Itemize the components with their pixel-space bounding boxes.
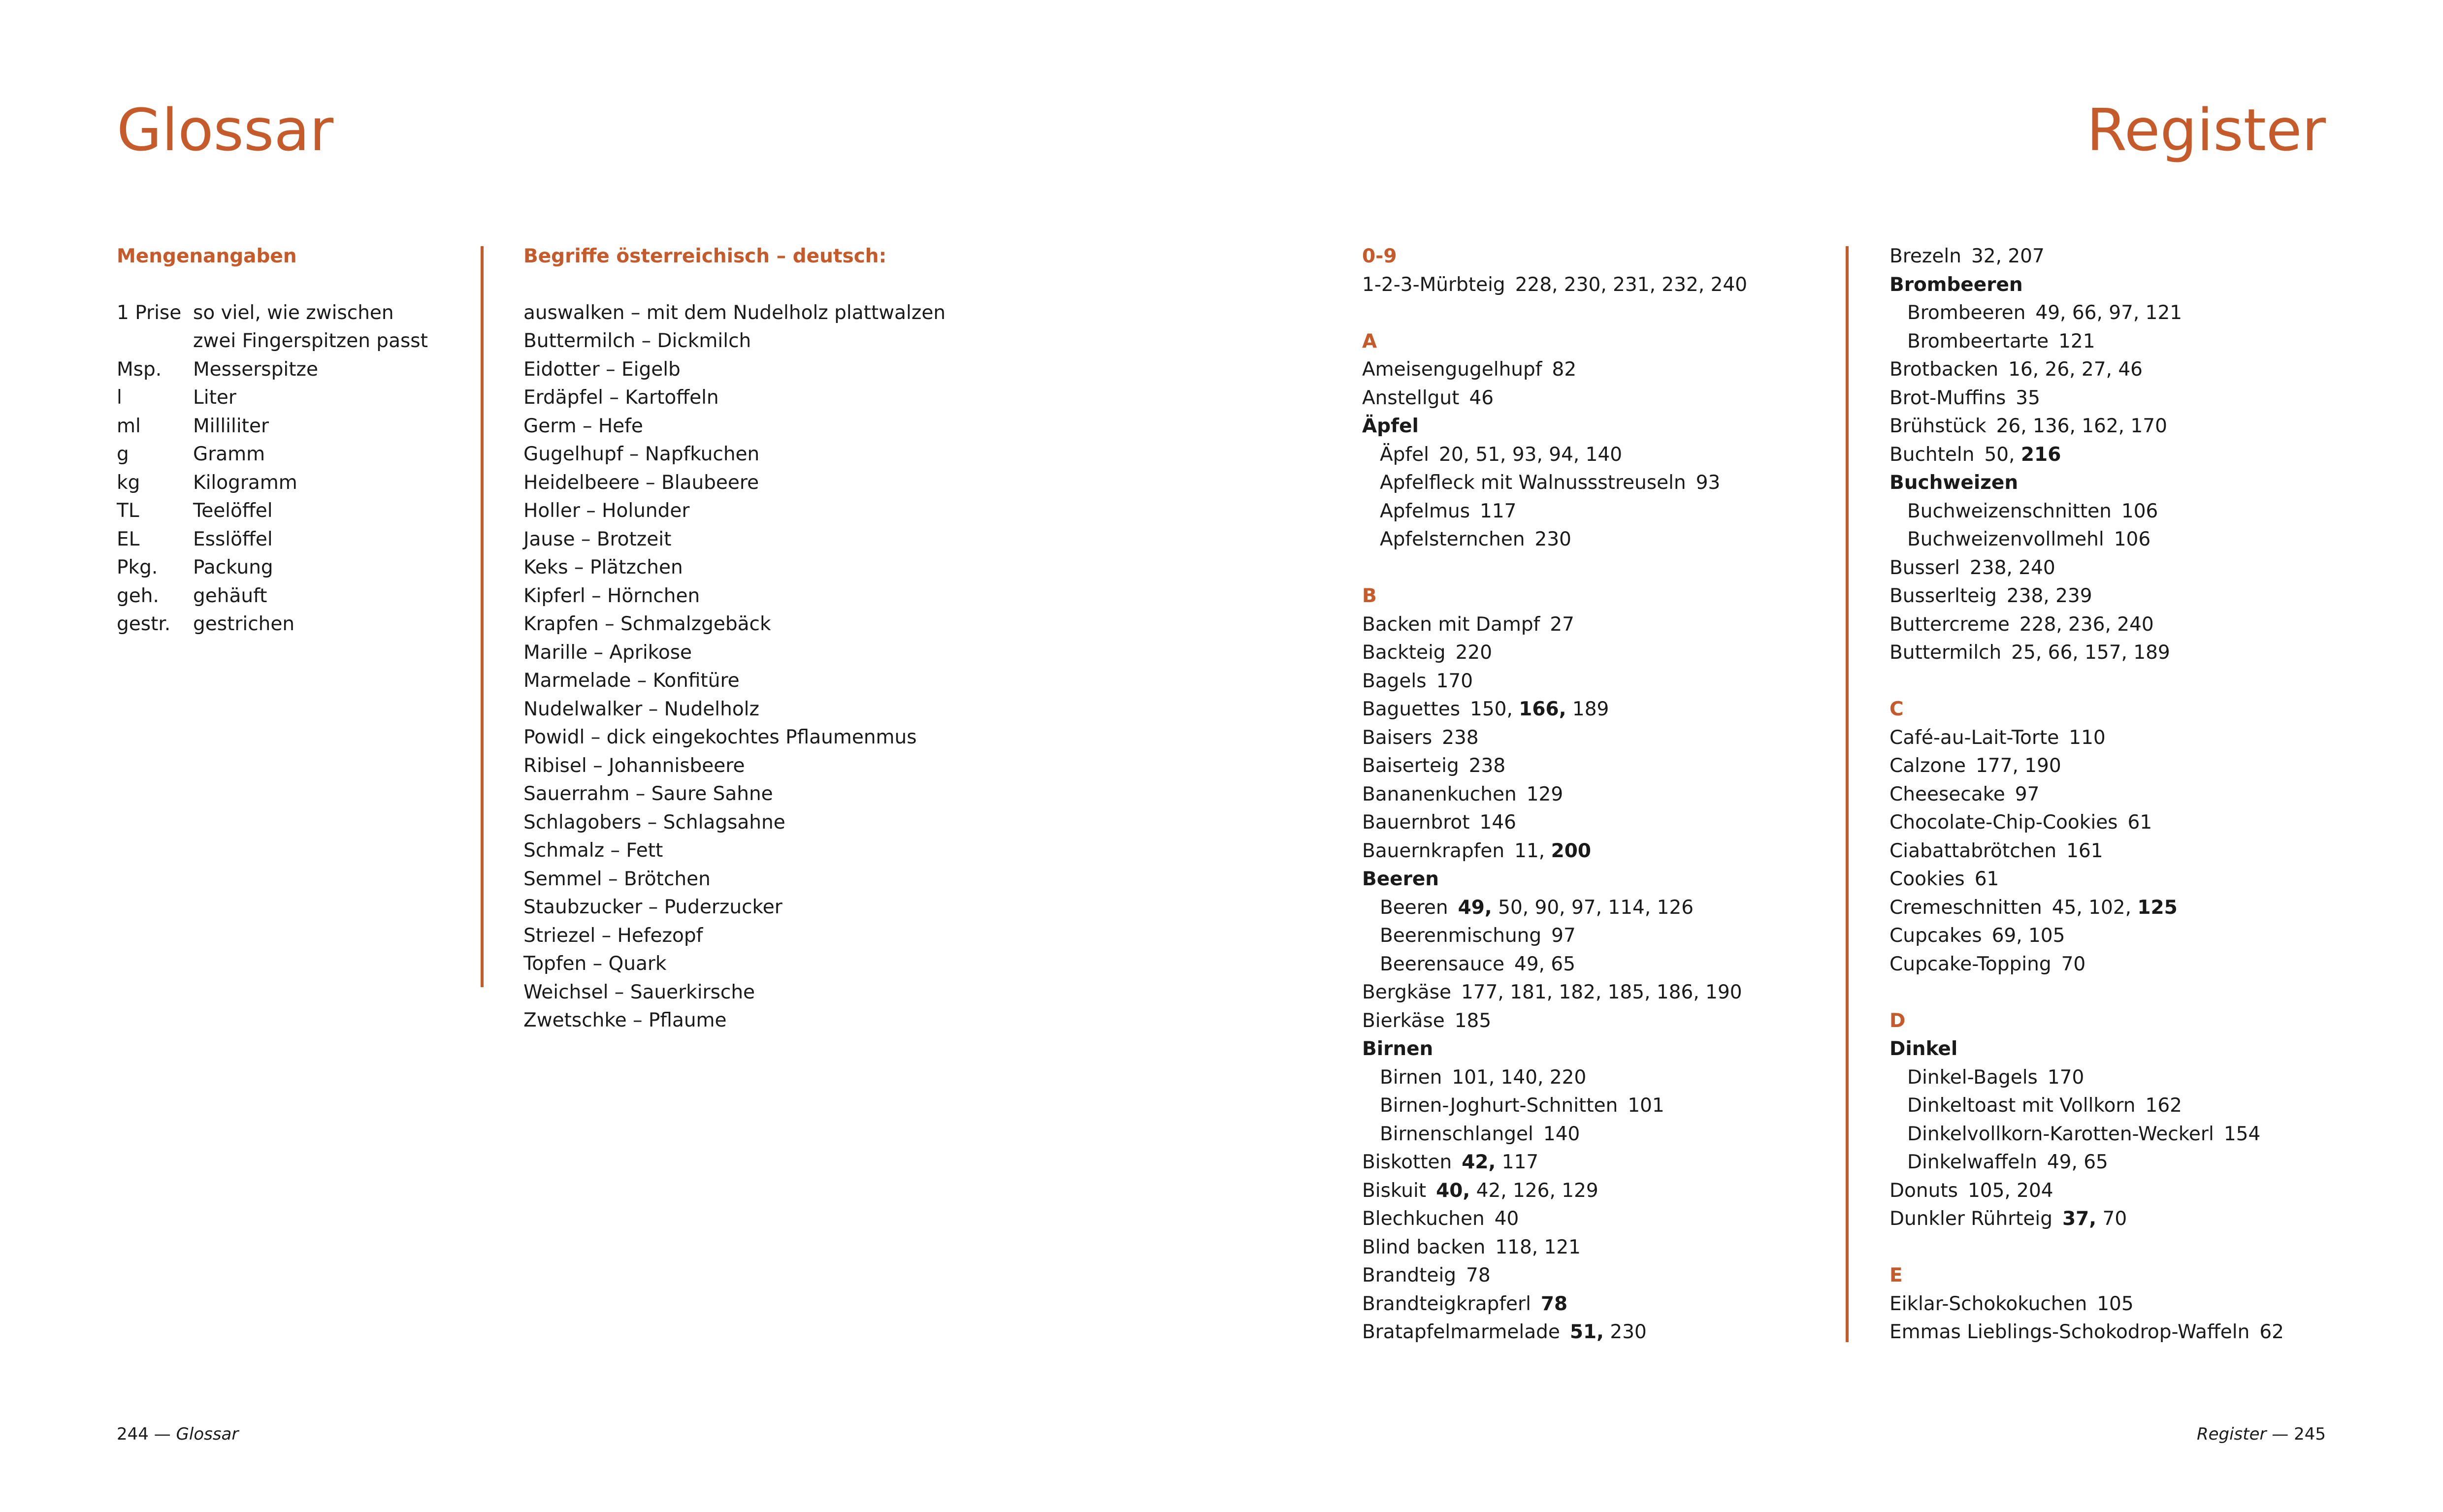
register-subentry <box>1362 894 1805 922</box>
entry-pages: 46 <box>1469 386 1494 409</box>
register-group-heading: Dinkel <box>1889 1038 1958 1060</box>
register-subentry <box>1362 525 1805 554</box>
entry-page: 50, 90, 97, 114, 126 <box>1498 896 1694 919</box>
register-entry <box>1362 384 1805 413</box>
abbr-value: Gramm <box>193 443 265 465</box>
entry-page: 230 <box>1610 1321 1647 1343</box>
register-entry <box>1889 242 2333 271</box>
register-entry <box>1362 1290 1805 1319</box>
glossary-item: Schmalz – Fett <box>523 839 663 862</box>
entry-pages: 117 <box>1480 500 1517 522</box>
glossary-item: Germ – Hefe <box>523 415 643 437</box>
register-entry <box>1362 1007 1805 1035</box>
register-entry <box>1889 1318 2333 1347</box>
entry-name: Biskotten <box>1362 1151 1452 1173</box>
entry-pages: 97 <box>1551 925 1576 947</box>
abbr-key: kg <box>117 471 140 494</box>
entry-page: 50, <box>1984 443 2015 466</box>
register-entry <box>1889 554 2333 582</box>
entry-name: Buttermilch <box>1889 642 2002 664</box>
glossary-item: Zwetschke – Pflaume <box>523 1009 727 1031</box>
entry-name: Apfelfleck mit Walnussstreuseln <box>1380 472 1686 494</box>
entry-name: Cheesecake <box>1889 783 2005 805</box>
register-letter-heading: D <box>1889 1009 1906 1032</box>
entry-name: Brandteig <box>1362 1264 1457 1287</box>
entry-name: Chocolate-Chip-Cookies <box>1889 811 2118 834</box>
entry-pages: 78 <box>1466 1264 1491 1287</box>
register-subentry <box>1362 497 1805 526</box>
entry-name: Cookies <box>1889 868 1965 890</box>
register-group-heading: Beeren <box>1362 868 1439 890</box>
entry-name: Backen mit Dampf <box>1362 613 1540 636</box>
register-subentry <box>1889 497 2333 526</box>
register-letter-heading: A <box>1362 330 1377 353</box>
entry-pages <box>2052 897 2178 919</box>
register-entry <box>1889 922 2333 950</box>
register-entry <box>1889 582 2333 611</box>
entry-name: Biskuit <box>1362 1179 1427 1202</box>
abbr-key: Pkg. <box>117 556 158 579</box>
abbr-value: Messerspitze <box>193 358 318 381</box>
entry-pages: 220 <box>1455 642 1493 664</box>
abbr-row <box>117 582 432 611</box>
entry-pages: 185 <box>1454 1009 1492 1032</box>
entry-page: 11, <box>1514 839 1545 862</box>
entry-name: Birnenschlangel <box>1380 1123 1533 1145</box>
entry-name: Birnen-Joghurt-Schnitten <box>1380 1094 1618 1117</box>
entry-pages: 140 <box>1543 1123 1580 1145</box>
abbr-row <box>117 553 432 582</box>
register-entry <box>1362 1318 1805 1347</box>
entry-pages: 170 <box>1436 670 1473 692</box>
register-column-1 <box>1362 242 1805 1347</box>
footer-section-label: Glossar <box>176 1424 239 1444</box>
entry-pages: 49, 66, 97, 121 <box>2035 302 2182 324</box>
page-number: 245 <box>2294 1424 2326 1444</box>
entry-pages: 70 <box>2061 953 2086 975</box>
abbr-key: 1 Prise <box>117 301 182 324</box>
register-subentry <box>1362 441 1805 469</box>
entry-pages: 61 <box>1974 868 1999 890</box>
entry-page-bold: 78 <box>1540 1292 1568 1315</box>
register-entry <box>1889 724 2333 752</box>
column-divider <box>1846 246 1849 1342</box>
register-entry <box>1362 667 1805 696</box>
entry-pages: 170 <box>2047 1066 2085 1089</box>
register-letter-heading: C <box>1889 698 1904 720</box>
entry-pages: 110 <box>2069 726 2106 749</box>
register-entry <box>1362 1233 1805 1262</box>
entry-page-bold: 49, <box>1458 896 1492 919</box>
entry-pages: 177, 190 <box>1976 755 2061 777</box>
register-entry <box>1889 1205 2333 1233</box>
entry-name: Backteig <box>1362 642 1446 664</box>
entry-pages: 49, 65 <box>1514 953 1576 975</box>
register-entry <box>1362 808 1805 837</box>
entry-pages: 129 <box>1526 783 1564 805</box>
entry-pages: 106 <box>2121 500 2158 522</box>
entry-page: 117 <box>1501 1151 1539 1173</box>
register-column-2 <box>1889 242 2333 1347</box>
entry-name: Dinkelwaffeln <box>1907 1151 2037 1173</box>
register-entry <box>1889 1177 2333 1205</box>
abbr-value: Liter <box>193 386 236 409</box>
entry-pages <box>1458 897 1694 919</box>
register-subentry <box>1362 922 1805 950</box>
register-entry <box>1362 978 1805 1007</box>
footer-left <box>117 1424 238 1444</box>
glossary-item: Jause – Brotzeit <box>523 528 672 550</box>
entry-name: Baiserteig <box>1362 755 1459 777</box>
register-entry <box>1889 808 2333 837</box>
abbr-value: Teelöffel <box>193 500 273 522</box>
entry-name: Beerenmischung <box>1380 925 1542 947</box>
footer-right <box>2197 1424 2326 1444</box>
glossary-item: Ribisel – Johannisbeere <box>523 754 745 777</box>
glossary-item: Krapfen – Schmalzgebäck <box>523 613 771 635</box>
column-divider <box>481 246 484 987</box>
entry-name: Buttercreme <box>1889 613 2010 636</box>
register-entry <box>1362 752 1805 780</box>
register-entry <box>1889 837 2333 866</box>
glossary-item: Semmel – Brötchen <box>523 868 711 890</box>
entry-page-bold: 216 <box>2020 443 2061 466</box>
glossary-item: Powidl – dick eingekochtes Pflaumenmus <box>523 726 917 748</box>
abbr-row <box>117 412 432 441</box>
abbr-key: geh. <box>117 584 159 607</box>
glossary-item: Weichsel – Sauerkirsche <box>523 981 755 1003</box>
abbr-key: Msp. <box>117 358 162 381</box>
entry-pages: 32, 207 <box>1971 245 2045 267</box>
entry-name: Apfelmus <box>1380 500 1470 522</box>
entry-name: Eiklar-Schokokuchen <box>1889 1292 2087 1315</box>
entry-pages: 101 <box>1628 1094 1664 1117</box>
begriffe-section <box>523 242 1262 1035</box>
entry-name: Bergkäse <box>1362 981 1451 1003</box>
register-entry <box>1362 695 1805 724</box>
entry-name: Bratapfelmarmelade <box>1362 1321 1560 1343</box>
entry-name: Dinkelvollkorn-Karotten-Weckerl <box>1907 1123 2214 1145</box>
entry-pages: 230 <box>1534 528 1571 550</box>
entry-name: Brombeertarte <box>1907 330 2049 353</box>
abbr-row <box>117 469 432 497</box>
glossary-item: Gugelhupf – Napfkuchen <box>523 443 760 465</box>
register-subentry <box>1889 1063 2333 1092</box>
abbr-row <box>117 610 432 639</box>
register-entry <box>1889 950 2333 979</box>
register-entry <box>1362 355 1805 384</box>
entry-pages: 105, 204 <box>1967 1179 2053 1202</box>
footer-dash: — <box>154 1424 171 1444</box>
abbr-key: l <box>117 386 122 409</box>
entry-name: Busserl <box>1889 556 1960 579</box>
register-entry <box>1362 837 1805 866</box>
entry-name: Brühstück <box>1889 415 1987 437</box>
entry-name: Ameisengugelhupf <box>1362 358 1542 381</box>
entry-name: Birnen <box>1380 1066 1442 1089</box>
register-entry <box>1362 1177 1805 1205</box>
entry-pages: 69, 105 <box>1991 925 2065 947</box>
entry-pages: 238 <box>1442 726 1479 749</box>
register-entry <box>1889 412 2333 441</box>
glossary-item: Staubzucker – Puderzucker <box>523 896 782 918</box>
abbr-value: zwei Fingerspitzen passt <box>193 330 428 352</box>
register-entry <box>1362 724 1805 752</box>
glossary-item: Sauerrahm – Saure Sahne <box>523 783 773 805</box>
entry-pages: 121 <box>2058 330 2095 353</box>
entry-pages <box>1514 840 1591 862</box>
entry-page-bold: 42, <box>1462 1151 1496 1173</box>
abbr-key: TL <box>117 500 139 522</box>
entry-page: 45, 102, <box>2052 896 2131 919</box>
register-entry <box>1362 1205 1805 1233</box>
glossary-item: Topfen – Quark <box>523 953 667 975</box>
entry-name: Buchweizenschnitten <box>1907 500 2112 522</box>
register-entry <box>1889 865 2333 894</box>
register-entry <box>1889 639 2333 667</box>
glossary-item: Nudelwalker – Nudelholz <box>523 698 759 720</box>
entry-name: Bagels <box>1362 670 1427 692</box>
entry-pages: 146 <box>1479 811 1516 834</box>
entry-name: Blechkuchen <box>1362 1208 1485 1230</box>
footer-section-label: Register <box>2196 1424 2267 1444</box>
glossary-item: Eidotter – Eigelb <box>523 358 681 381</box>
entry-name: Café-au-Lait-Torte <box>1889 726 2059 749</box>
glossary-item: Striezel – Hefezopf <box>523 924 703 947</box>
register-subentry <box>1362 1092 1805 1120</box>
entry-name: Calzone <box>1889 755 1966 777</box>
entry-name: Brombeeren <box>1907 302 2026 324</box>
mengenangaben-heading: Mengenangaben <box>117 245 297 267</box>
entry-name: Dinkeltoast mit Vollkorn <box>1907 1094 2136 1117</box>
abbr-row <box>117 497 432 525</box>
page-number: 244 <box>117 1424 149 1444</box>
abbr-row <box>117 384 432 412</box>
entry-page-bold: 40, <box>1436 1179 1470 1202</box>
entry-name: Cremeschnitten <box>1889 896 2042 919</box>
register-entry <box>1362 639 1805 667</box>
entry-name: Dunkler Rührteig <box>1889 1208 2053 1230</box>
entry-pages: 101, 140, 220 <box>1452 1066 1587 1089</box>
entry-pages: 106 <box>2114 528 2151 550</box>
entry-name: Bierkäse <box>1362 1009 1445 1032</box>
abbr-key: gestr. <box>117 613 171 635</box>
entry-pages: 82 <box>1552 358 1577 381</box>
entry-pages: 35 <box>2016 386 2040 409</box>
abbr-key: g <box>117 443 129 465</box>
entry-name: Brandteigkrapferl <box>1362 1292 1531 1315</box>
register-entry <box>1889 384 2333 413</box>
entry-page-bold: 166, <box>1519 698 1566 720</box>
entry-pages <box>2062 1208 2127 1230</box>
entry-pages: 97 <box>2015 783 2040 805</box>
entry-pages: 62 <box>2259 1321 2284 1343</box>
abbr-key <box>117 327 193 355</box>
entry-pages: 238, 240 <box>1969 556 2055 579</box>
register-group-heading: Brombeeren <box>1889 273 2023 296</box>
entry-pages: 105 <box>2097 1292 2134 1315</box>
abbr-value: gehäuft <box>193 584 267 607</box>
abbr-row <box>117 355 432 384</box>
register-subentry <box>1889 1148 2333 1177</box>
register-entry <box>1362 611 1805 639</box>
entry-name: Emmas Lieblings-Schokodrop-Waffeln <box>1889 1321 2250 1343</box>
entry-pages: 61 <box>2127 811 2152 834</box>
register-letter-heading: E <box>1889 1264 1903 1287</box>
entry-name: Brot-Muffins <box>1889 386 2006 409</box>
entry-name: Anstellgut <box>1362 386 1460 409</box>
entry-pages <box>1570 1321 1647 1343</box>
abbr-value: so viel, wie zwischen <box>193 301 394 324</box>
entry-page-bold: 200 <box>1551 839 1592 862</box>
entry-page: 189 <box>1572 698 1609 720</box>
register-subentry <box>1889 299 2333 327</box>
entry-name: Bananenkuchen <box>1362 783 1517 805</box>
abbr-value: Kilogramm <box>193 471 297 494</box>
entry-page-bold: 37, <box>2062 1208 2097 1230</box>
entry-name: Cupcake-Topping <box>1889 953 2052 975</box>
entry-name: Ciabattabrötchen <box>1889 839 2057 862</box>
entry-pages: 118, 121 <box>1495 1236 1581 1258</box>
entry-pages: 238 <box>1468 755 1506 777</box>
register-subentry <box>1889 525 2333 554</box>
register-group-heading: Äpfel <box>1362 415 1419 437</box>
entry-page: 42, 126, 129 <box>1476 1179 1598 1202</box>
register-subentry <box>1362 1063 1805 1092</box>
register-group-heading: Birnen <box>1362 1038 1433 1060</box>
entry-name: Busserlteig <box>1889 585 1997 607</box>
abbr-row <box>117 440 432 469</box>
register-entry <box>1362 780 1805 809</box>
entry-pages: 162 <box>2145 1094 2182 1117</box>
register-subentry <box>1889 327 2333 356</box>
entry-name: Cupcakes <box>1889 925 1982 947</box>
glossary-item: Schlagobers – Schlagsahne <box>523 811 785 834</box>
entry-pages: 161 <box>2066 839 2103 862</box>
entry-name: Bauernkrapfen <box>1362 839 1505 862</box>
abbr-value: Esslöffel <box>193 528 273 550</box>
begriffe-heading: Begriffe österreichisch – deutsch: <box>523 245 887 267</box>
glossary-item: Heidelbeere – Blaubeere <box>523 471 759 494</box>
entry-page: 70 <box>2102 1208 2127 1230</box>
entry-name: Baguettes <box>1362 698 1461 720</box>
entry-pages: 154 <box>2223 1123 2261 1145</box>
entry-page-bold: 125 <box>2137 896 2178 919</box>
entry-pages <box>1470 698 1609 720</box>
entry-name: Beerensauce <box>1380 953 1505 975</box>
glossary-item: Keks – Plätzchen <box>523 556 683 579</box>
entry-pages: 177, 181, 182, 185, 186, 190 <box>1461 981 1742 1003</box>
glossary-item: Holler – Holunder <box>523 500 690 522</box>
entry-name: Apfelsternchen <box>1380 528 1525 550</box>
entry-name: Bauernbrot <box>1362 811 1470 834</box>
register-subentry <box>1362 1120 1805 1149</box>
abbr-key: ml <box>117 415 141 437</box>
register-entry <box>1889 355 2333 384</box>
register-entry <box>1362 1148 1805 1177</box>
entry-pages: 228, 230, 231, 232, 240 <box>1515 273 1748 296</box>
entry-pages: 20, 51, 93, 94, 140 <box>1439 443 1623 466</box>
abbr-value: Packung <box>193 556 273 579</box>
abbr-value: gestrichen <box>193 613 295 635</box>
entry-name: Buchteln <box>1889 443 1975 466</box>
entry-pages: 16, 26, 27, 46 <box>2008 358 2143 381</box>
entry-pages: 27 <box>1550 613 1574 636</box>
entry-name: Donuts <box>1889 1179 1958 1202</box>
register-group-heading: Buchweizen <box>1889 472 2019 494</box>
glossary-item: auswalken – mit dem Nudelholz plattwalzen <box>523 301 946 324</box>
entry-pages <box>1436 1180 1598 1202</box>
entry-name: Brezeln <box>1889 245 1961 267</box>
entry-name: Buchweizenvollmehl <box>1907 528 2104 550</box>
entry-name: Brotbacken <box>1889 358 1999 381</box>
glossary-item: Marmelade – Konfitüre <box>523 670 740 692</box>
entry-pages: 25, 66, 157, 189 <box>2011 642 2170 664</box>
entry-pages: 238, 239 <box>2006 585 2092 607</box>
entry-name: Beeren <box>1380 896 1448 919</box>
entry-name: 1-2-3-Mürbteig <box>1362 273 1505 296</box>
entry-pages: 228, 236, 240 <box>2019 613 2154 636</box>
entry-pages: 40 <box>1494 1208 1519 1230</box>
register-letter-heading: B <box>1362 585 1377 607</box>
register-entry <box>1889 1290 2333 1319</box>
register-subentry <box>1889 1092 2333 1120</box>
register-subentry <box>1889 1120 2333 1149</box>
entry-pages: 93 <box>1695 472 1721 494</box>
entry-page: 150, <box>1470 698 1513 720</box>
glossary-item: Buttermilch – Dickmilch <box>523 330 751 352</box>
register-subentry <box>1362 469 1805 497</box>
register-entry <box>1362 1261 1805 1290</box>
abbr-key: EL <box>117 528 140 550</box>
glossary-item: Kipferl – Hörnchen <box>523 584 700 607</box>
entry-name: Dinkel-Bagels <box>1907 1066 2038 1089</box>
abbr-value: Milliliter <box>193 415 269 437</box>
register-entry <box>1889 441 2333 469</box>
register-entry <box>1362 271 1805 299</box>
entry-pages <box>1984 444 2061 466</box>
footer-dash: — <box>2272 1424 2289 1444</box>
glossary-item: Erdäpfel – Kartoffeln <box>523 386 719 409</box>
glossar-title: Glossar <box>117 96 334 164</box>
register-entry <box>1889 752 2333 780</box>
abbr-row <box>117 299 432 327</box>
abbr-row <box>117 327 432 355</box>
entry-name: Äpfel <box>1380 443 1429 466</box>
entry-name: Baisers <box>1362 726 1433 749</box>
register-entry <box>1889 611 2333 639</box>
entry-pages: 26, 136, 162, 170 <box>1996 415 2167 437</box>
register-subentry <box>1362 950 1805 979</box>
register-title: Register <box>2086 96 2326 164</box>
glossary-item: Marille – Aprikose <box>523 641 692 664</box>
entry-pages: 49, 65 <box>2047 1151 2108 1173</box>
register-entry <box>1889 780 2333 809</box>
entry-pages <box>1462 1151 1538 1173</box>
mengenangaben-section <box>117 242 432 639</box>
register-entry <box>1889 894 2333 922</box>
entry-page-bold: 51, <box>1569 1321 1604 1343</box>
abbr-row <box>117 525 432 554</box>
entry-pages <box>1541 1293 1567 1315</box>
register-letter-heading: 0-9 <box>1362 245 1397 267</box>
entry-name: Blind backen <box>1362 1236 1486 1258</box>
